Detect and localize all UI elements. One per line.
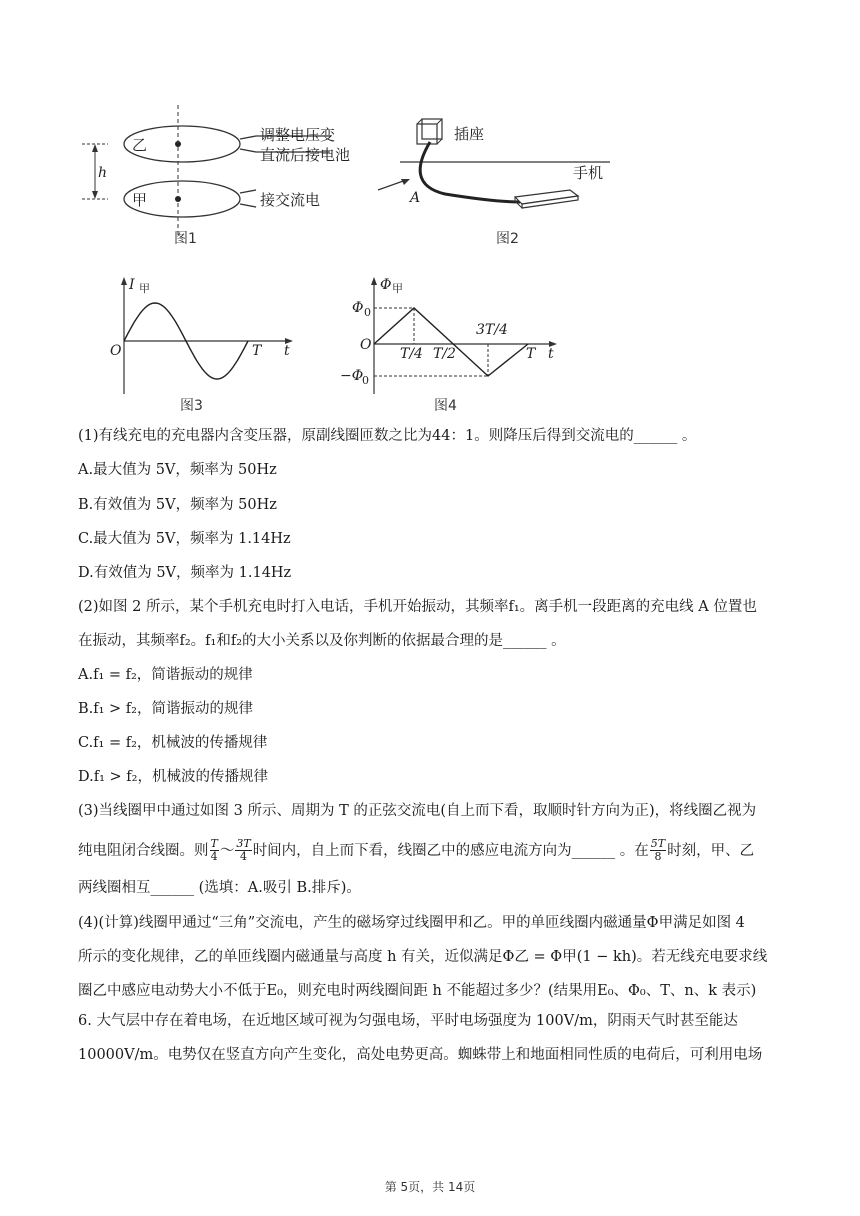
q4-line-3: 圈乙中感应电动势大小不低于E₀，则充电时两线圈间距 h 不能超过多少？(结果用E₀、Φ₀、T、n、k 表示): [78, 983, 757, 999]
coil-yi-label: 乙: [132, 136, 148, 154]
q3-line-2-text-b: 时间内，自上而下看，线圈乙中的感应电流方向为______ 。在: [252, 842, 649, 859]
figure-4: [330, 272, 570, 420]
fig4-neg-phi0: −Φ: [340, 368, 364, 384]
fig4-t-three-quarter: 3T/4: [476, 322, 508, 338]
fig3-t-period: T: [252, 343, 262, 359]
q3-line-2-text-c: 时刻，甲、乙: [667, 842, 755, 859]
figure-1: [70, 100, 370, 250]
fig3-y-subscript: 甲: [139, 282, 150, 295]
fig4-x-label: t: [548, 346, 554, 362]
fig4-t-quarter: T/4: [400, 346, 423, 362]
fig3-y-label: I: [129, 277, 135, 293]
q4-line-2: 所示的变化规律，乙的单匝线圈内磁通量与高度 h 有关，近似满足Φ乙 = Φ甲(1 − kh)。若无线充电要求线: [78, 949, 768, 965]
q1-option-a: A.最大值为 5V，频率为 50Hz: [78, 462, 277, 478]
q2-stem-line-1: (2)如图 2 所示，某个手机充电时打入电话，手机开始振动，其频率f₁。离手机一段距离的充电线 A 位置也: [78, 599, 757, 615]
fig4-triangle-wave: [374, 308, 528, 376]
q3-line-2-text-a: 纯电阻闭合线圈。则: [78, 842, 209, 859]
q3-fraction-3t-over-4: 3T 4: [236, 837, 251, 863]
q2-option-b: B.f₁ > f₂，简谐振动的规律: [78, 701, 253, 717]
coil-jia-description: 接交流电: [260, 191, 321, 209]
figure-3: [100, 272, 300, 420]
figure-4-caption: 图4: [434, 398, 457, 414]
q6-line-1: 6. 大气层中存在着电场，在近地区域可视为匀强电场，平时电场强度为 100V/m，阴雨天气时甚至能达: [78, 1013, 738, 1029]
q2-option-a: A.f₁ = f₂，简谐振动的规律: [78, 667, 253, 683]
socket-label: 插座: [454, 125, 485, 143]
fig4-y-subscript: 甲: [392, 282, 403, 295]
figure-3-caption: 图3: [180, 398, 203, 414]
figure-1-caption: 图1: [174, 231, 197, 247]
q3-line-1: (3)当线圈甲中通过如图 3 所示、周期为 T 的正弦交流电(自上而下看，取顺时针方向为正)，将线圈乙视为: [78, 803, 757, 819]
q4-line-1: (4)(计算)线圈甲通过“三角”交流电，产生的磁场穿过线圈甲和乙。甲的单匝线圈内磁通量Φ甲满足如图 4: [78, 915, 745, 931]
q1-option-b: B.有效值为 5V，频率为 50Hz: [78, 497, 277, 513]
q1-stem: (1)有线充电的充电器内含变压器，原副线圈匝数之比为44：1。则降压后得到交流电的______ 。: [78, 428, 697, 444]
q2-option-c: C.f₁ = f₂，机械波的传播规律: [78, 735, 268, 751]
fig4-neg-phi0-subscript: 0: [362, 374, 369, 387]
point-a-label: A: [410, 190, 421, 206]
q2-option-d: D.f₁ > f₂，机械波的传播规律: [78, 769, 268, 785]
q3-fraction-t-over-4: T 4: [210, 837, 218, 863]
coil-jia-label: 甲: [132, 191, 148, 209]
q1-option-c: C.最大值为 5V，频率为 1.14Hz: [78, 531, 291, 547]
coil-yi-description-2: 直流后接电池: [260, 146, 351, 164]
fig3-x-label: t: [284, 343, 290, 359]
figure-2-caption: 图2: [496, 231, 519, 247]
q3-line-2: [78, 838, 754, 863]
fig4-phi0-subscript: 0: [364, 306, 371, 319]
page-footer: 第 5页，共 14页: [384, 1180, 476, 1194]
q6-line-2: 10000V/m。电势仅在竖直方向产生变化，高处电势更高。蜘蛛带上和地面相同性质的电荷后，可利用电场: [78, 1047, 763, 1063]
coil-yi-description-1: 调整电压变: [260, 126, 336, 144]
q3-line-3: 两线圈相互______ (选填：A.吸引 B.排斥)。: [78, 880, 361, 896]
q3-fraction-5t-over-8: 5T 8: [650, 837, 666, 863]
fig4-y-label: Φ: [380, 277, 392, 293]
fig3-origin: O: [110, 343, 122, 359]
q2-stem-line-2: 在振动，其频率f₂。f₁和f₂的大小关系以及你判断的依据最合理的是______ 。: [78, 633, 566, 649]
fig4-origin: O: [360, 337, 372, 353]
fig4-t-full: T: [526, 346, 536, 362]
q3-tilde: ～: [219, 842, 235, 859]
phone-label: 手机: [573, 164, 604, 182]
fig4-t-half: T/2: [433, 346, 456, 362]
figure-2: [370, 112, 610, 250]
fig4-phi0: Φ: [352, 300, 364, 316]
height-symbol: h: [98, 165, 108, 181]
q1-option-d: D.有效值为 5V，频率为 1.14Hz: [78, 565, 292, 581]
